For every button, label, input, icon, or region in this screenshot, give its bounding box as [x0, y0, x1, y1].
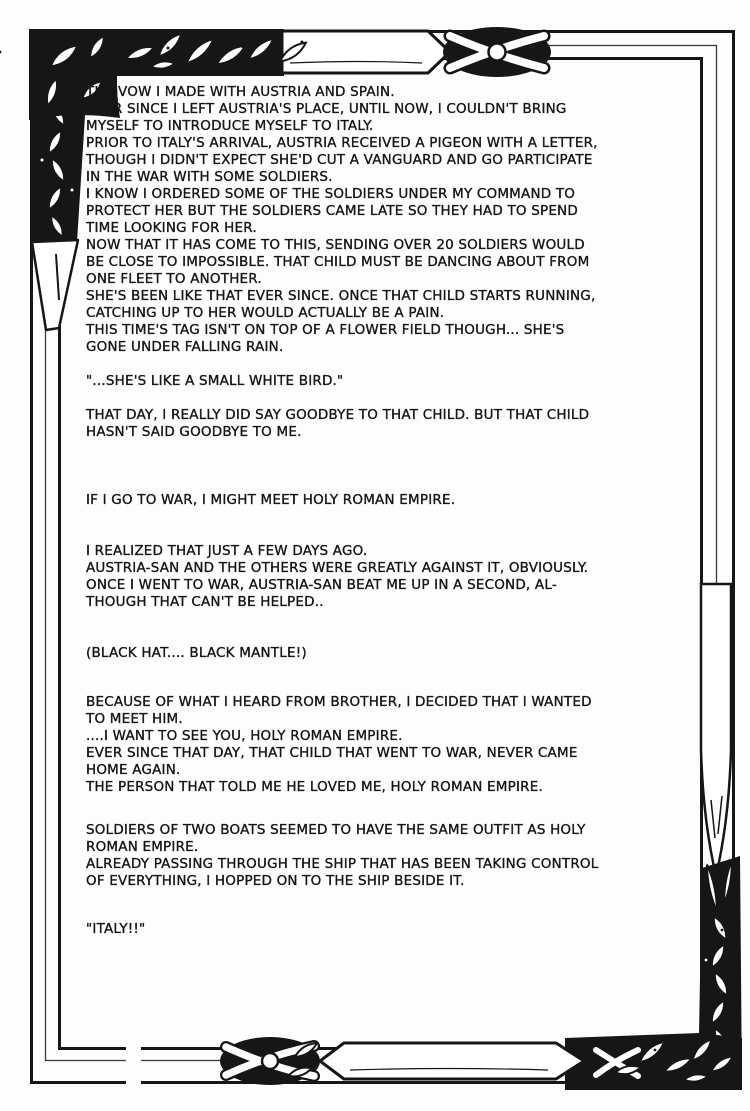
paragraph-block: [86, 645, 678, 662]
text-line: I REALIZED THAT JUST A FEW DAYS AGO.: [86, 543, 368, 559]
translated-monologue: [86, 84, 678, 938]
text-line: THAT DAY, I REALLY DID SAY GOODBYE TO THAT CHILD. BUT THAT CHILD: [86, 407, 590, 423]
paragraph-block: [86, 373, 678, 390]
text-line: BECAUSE OF WHAT I HEARD FROM BROTHER, I DECIDED THAT I WANTED: [86, 694, 592, 710]
text-line: AUSTRIA-SAN AND THE OTHERS WERE GREATLY AGAINST IT, OBVIOUSLY.: [86, 560, 589, 576]
text-line: ....I WANT TO SEE YOU, HOLY ROMAN EMPIRE.: [86, 728, 403, 744]
text-line: EVER SINCE I LEFT AUSTRIA'S PLACE, UNTIL NOW, I COULDN'T BRING: [86, 101, 567, 117]
text-line: TO MEET HIM.: [86, 711, 183, 727]
bottom-border-line-break: [126, 1040, 141, 1088]
text-line: CATCHING UP TO HER WOULD ACTUALLY BE A PAIN.: [86, 305, 445, 321]
right-blade-taper: [701, 584, 731, 876]
bottom-knot-ornament: [220, 1037, 320, 1085]
text-line: THOUGH I DIDN'T EXPECT SHE'D CUT A VANGUARD AND GO PARTICIPATE: [86, 152, 593, 168]
left-rope-braid: [30, 100, 86, 330]
paragraph-block: [86, 822, 678, 890]
top-ribbon: [278, 31, 450, 73]
top-knot-ornament: [443, 27, 551, 77]
text-line: ONE FLEET TO ANOTHER.: [86, 271, 262, 287]
text-line: "ITALY!!": [86, 921, 146, 937]
text-line: THIS TIME'S TAG ISN'T ON TOP OF A FLOWER FIELD THOUGH... SHE'S: [86, 322, 565, 338]
paragraph-block: [86, 407, 678, 441]
text-line: "...SHE'S LIKE A SMALL WHITE BIRD.": [86, 373, 344, 389]
paragraph-block: [86, 543, 678, 611]
text-line: HOME AGAIN.: [86, 762, 181, 778]
paragraph-block: [86, 84, 678, 356]
text-line: I KNOW I ORDERED SOME OF THE SOLDIERS UNDER MY COMMAND TO: [86, 186, 576, 202]
text-line: IN THE WAR WITH SOME SOLDIERS.: [86, 169, 333, 185]
text-line: OF EVERYTHING, I HOPPED ON TO THE SHIP BESIDE IT.: [86, 873, 465, 889]
text-line: GONE UNDER FALLING RAIN.: [86, 339, 284, 355]
text-line: MYSELF TO INTRODUCE MYSELF TO ITALY.: [86, 118, 374, 134]
text-line: SOLDIERS OF TWO BOATS SEEMED TO HAVE THE SAME OUTFIT AS HOLY: [86, 822, 586, 838]
top-leaf-garland: [112, 29, 284, 76]
text-line: THE PERSON THAT TOLD ME HE LOVED ME, HOLY ROMAN EMPIRE.: [86, 779, 543, 795]
text-line: ALREADY PASSING THROUGH THE SHIP THAT HAS BEEN TAKING CONTROL: [86, 856, 599, 872]
bottom-ribbon: [320, 1043, 584, 1079]
text-line: IF I GO TO WAR, I MIGHT MEET HOLY ROMAN EMPIRE.: [86, 492, 456, 508]
text-line: ONCE I WENT TO WAR, AUSTRIA-SAN BEAT ME UP IN A SECOND, AL-: [86, 577, 557, 593]
text-line: SHE'S BEEN LIKE THAT EVER SINCE. ONCE THAT CHILD STARTS RUNNING,: [86, 288, 596, 304]
paragraph-block: [86, 694, 678, 796]
paragraph-block: [86, 921, 678, 938]
text-line: ROMAN EMPIRE.: [86, 839, 199, 855]
text-line: (BLACK HAT.... BLACK MANTLE!): [86, 645, 307, 661]
bottom-right-leaf-garland: [565, 1033, 742, 1090]
paragraph-block: [86, 492, 678, 509]
text-line: PROTECT HER BUT THE SOLDIERS CAME LATE SO THEY HAD TO SPEND: [86, 203, 578, 219]
text-line: TIME LOOKING FOR HER.: [86, 220, 257, 236]
text-line: BE CLOSE TO IMPOSSIBLE. THAT CHILD MUST BE DANCING ABOUT FROM: [86, 254, 590, 270]
text-line: THOUGH THAT CAN'T BE HELPED..: [86, 594, 324, 610]
text-line: NOW THAT IT HAS COME TO THIS, SENDING OVER 20 SOLDIERS WOULD: [86, 237, 585, 253]
text-line: THE VOW I MADE WITH AUSTRIA AND SPAIN.: [86, 84, 395, 100]
text-line: EVER SINCE THAT DAY, THAT CHILD THAT WENT TO WAR, NEVER CAME: [86, 745, 578, 761]
text-line: HASN'T SAID GOODBYE TO ME.: [86, 424, 302, 440]
text-line: PRIOR TO ITALY'S ARRIVAL, AUSTRIA RECEIVED A PIGEON WITH A LETTER,: [86, 135, 598, 151]
